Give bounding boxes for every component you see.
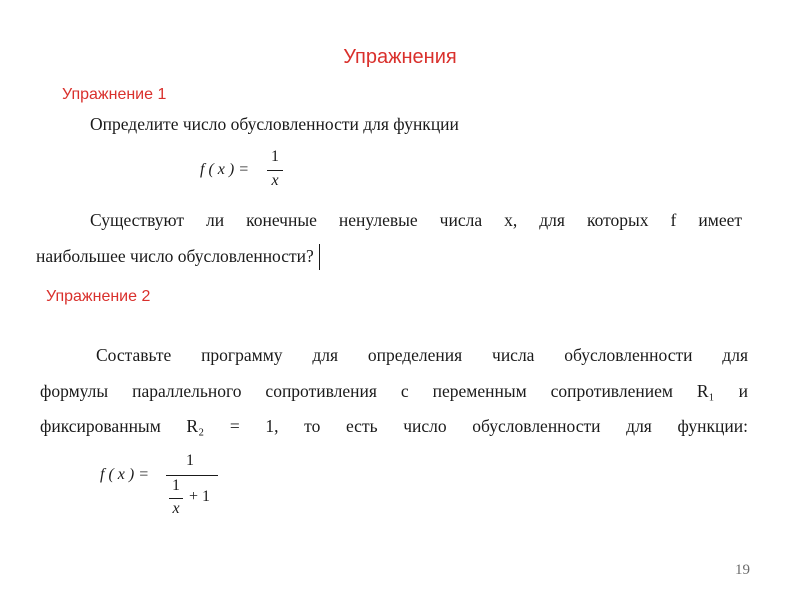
exercise-2-text-line-1: Составьте программу для определения числа обусловленности для <box>96 345 748 365</box>
exercise-1-heading: Упражнение 1 <box>62 86 167 103</box>
formula-denominator: x <box>271 172 279 189</box>
text-cursor <box>319 244 320 270</box>
formula-lhs: f ( x ) = <box>100 466 149 483</box>
slide-title: Упражнения <box>343 46 457 68</box>
fraction-bar <box>166 475 218 476</box>
inner-fraction-denominator: x <box>172 500 180 517</box>
exercise-1-task-text: Определите число обусловленности для функции <box>90 114 459 134</box>
exercise-1-question-line-2: наибольшее число обусловленности? <box>36 246 314 266</box>
fraction-bar <box>267 170 283 171</box>
exercise-2-formula <box>100 452 240 524</box>
formula-numerator: 1 <box>186 452 194 469</box>
exercise-2-text-line-2: формулы параллельного сопротивления с переменным сопротивлением R₁ и <box>40 381 748 401</box>
formula-plus-term: + 1 <box>189 488 211 505</box>
exercise-2-heading: Упражнение 2 <box>46 288 151 305</box>
exercise-2-text-line-3: фиксированным R₂ = 1, то есть число обусловленности для функции: <box>40 416 748 436</box>
inner-fraction-numerator: 1 <box>172 477 180 494</box>
page-number: 19 <box>735 562 750 578</box>
formula-numerator: 1 <box>271 148 279 165</box>
formula-lhs: f ( x ) = <box>200 161 249 178</box>
exercise-1-question-line-1: Существуют ли конечные ненулевые числа x, для которых f имеет <box>90 210 742 230</box>
exercise-1-formula <box>200 148 320 198</box>
inner-fraction-bar <box>169 498 183 499</box>
